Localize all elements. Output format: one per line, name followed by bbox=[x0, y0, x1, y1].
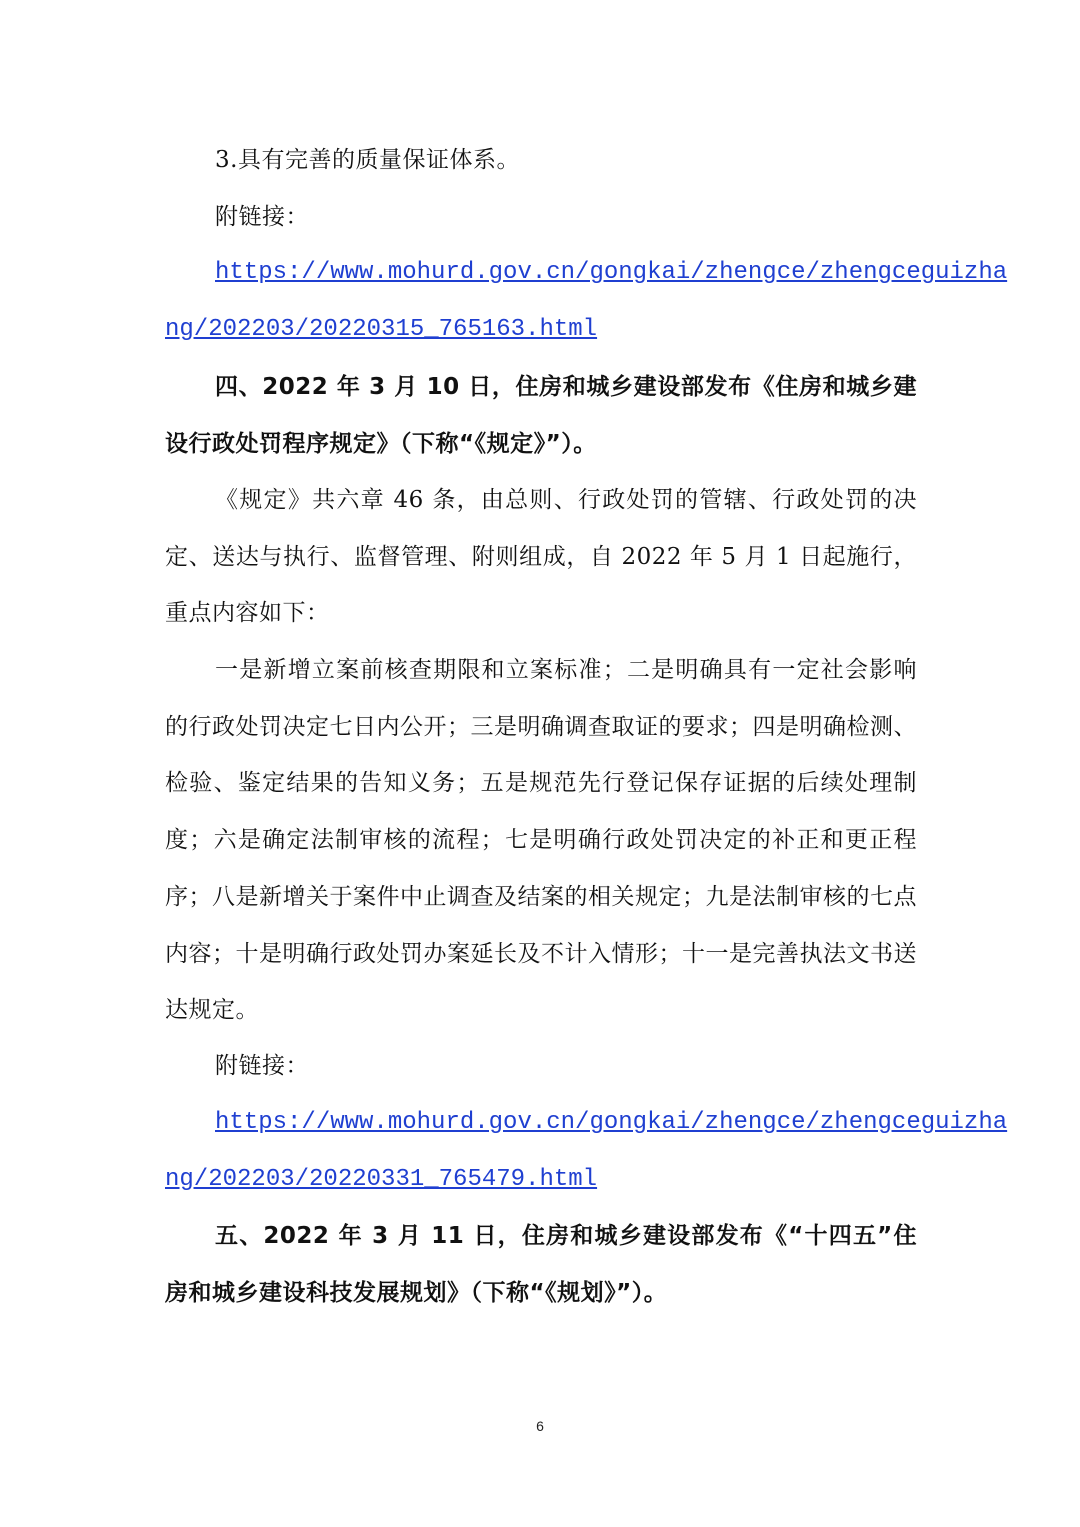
attachment-link-1-line1[interactable]: https://www.mohurd.gov.cn/gongkai/zhengce/zhengceguizha bbox=[215, 259, 1008, 286]
attachment-link-label: 附链接： bbox=[215, 204, 309, 230]
attachment-link-2-line2[interactable]: ng/202203/20220331_765479.html bbox=[165, 1166, 598, 1193]
paragraph-quality-system: 3.具有完善的质量保证体系。 bbox=[215, 147, 520, 173]
page-number: 6 bbox=[536, 1418, 544, 1434]
attachment-link-label-2: 附链接： bbox=[215, 1053, 309, 1079]
attachment-link-2-line1[interactable]: https://www.mohurd.gov.cn/gongkai/zhengce/zhengceguizha bbox=[215, 1109, 1008, 1136]
attachment-link-1-line2[interactable]: ng/202203/20220315_765163.html bbox=[165, 316, 598, 343]
paragraph-rules-points: 一是新增立案前核查期限和立案标准；二是明确具有一定社会影响的行政处罚决定七日内公开；三是明确调查取证的要求；四是明确检测、检验、鉴定结果的告知义务；五是规范先行登记保存证据的后续处理制度；六是确定法制审核的流程；七是明确行政处罚决定的补正和更正程序；八是新增关于案件中止调查及结案的相关规定；九是法制审核的七点内容；十是明确行政处罚办案延长及不计入情形；十一是完善执法文书送达规定。 bbox=[165, 657, 917, 1024]
section-heading-4: 四、2022 年 3 月 10 日，住房和城乡建设部发布《住房和城乡建设行政处罚程序规定》（下称“《规定》”）。 bbox=[165, 374, 917, 457]
paragraph-rules-intro: 《规定》共六章 46 条，由总则、行政处罚的管辖、行政处罚的决定、送达与执行、监督管理、附则组成，自 2022 年 5 月 1 日起施行，重点内容如下： bbox=[165, 487, 917, 627]
section-heading-5: 五、2022 年 3 月 11 日，住房和城乡建设部发布《“十四五”住房和城乡建设科技发展规划》（下称“《规划》”）。 bbox=[165, 1223, 917, 1306]
